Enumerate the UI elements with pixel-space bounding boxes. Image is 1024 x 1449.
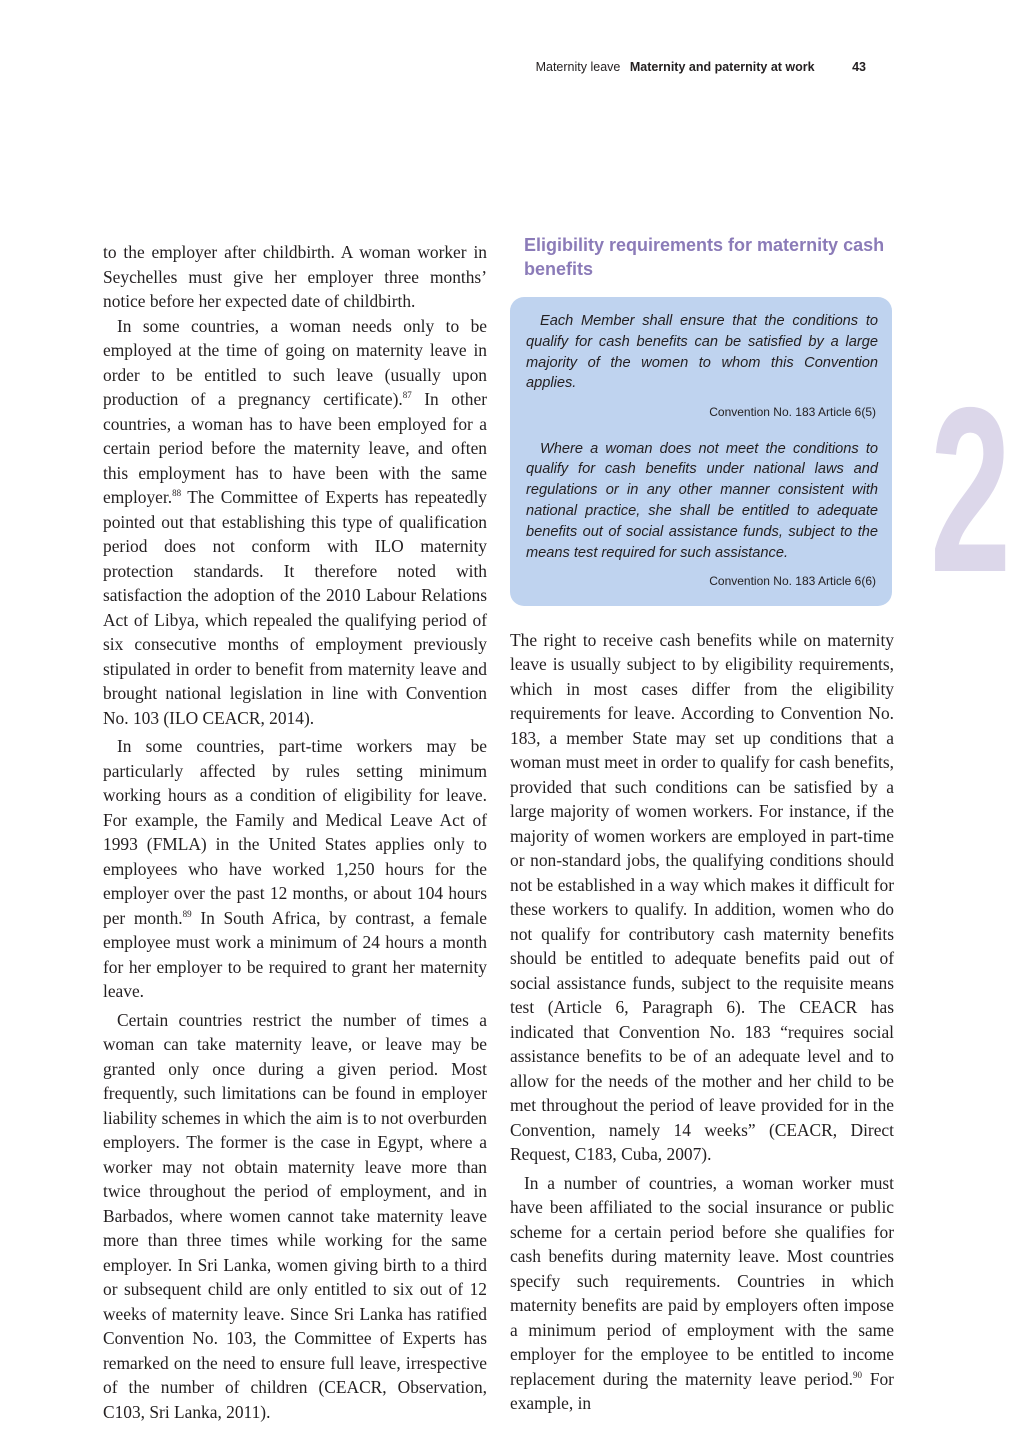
header-section-title: Maternity leave <box>535 60 621 74</box>
footnote-ref: 89 <box>182 908 192 919</box>
quote-source: Convention No. 183 Article 6(6) <box>709 574 876 589</box>
running-header <box>0 60 866 74</box>
left-column <box>103 240 487 1424</box>
paragraph: In some countries, part-time workers may be particularly affected by rules setting minimum working hours as a condition of eligibility for leave. For example, the Family and Medical Leave Act of 1993 (FMLA) in the United States applies only to employees who have worked 1,250 hours for the employer over the past 12 months, or about 104 hours per month.$^{89}$ In South Africa, by contrast, a female employee must work a minimum of 24 hours a month for her employer to be required to grant her maternity leave. <box>103 736 487 1001</box>
right-column <box>510 233 894 1416</box>
page-number: 43 <box>852 60 866 74</box>
quote-source: Convention No. 183 Article 6(5) <box>709 405 876 420</box>
chapter-number: 2 <box>930 358 1012 621</box>
header-chapter-title: Maternity and paternity at work <box>629 60 815 74</box>
footnote-ref: 90 <box>852 1370 862 1381</box>
quote-text: Where a woman does not meet the conditions to qualify for cash benefits under national laws and regulations or in any other manner consistent with national practice, she shall be entitled to adequate benefits out of social assistance funds, subject to the means test required for such assistance. <box>526 440 878 561</box>
paragraph: Certain countries restrict the number of times a woman can take maternity leave, or leave may be granted only once during a given period. Most frequently, such limitations can be found in employer liability schemes in which the aim is to not overburden employers. The former is the case in Egypt, where a worker may not obtain maternity leave more than twice throughout the period of employment, and in Barbados, where women cannot take maternity leave more than three times while working for the same employer. In Sri Lanka, women giving birth to a third or subsequent child are only entitled to six out of 12 weeks of maternity leave. Since Sri Lanka has ratified Convention No. 103, the Committee of Experts has remarked on the need to ensure full leave, irrespective of the number of children (CEACR, Observation, C103, Sri Lanka, 2011). <box>103 1009 487 1422</box>
box-title: Eligibility requirements for maternity cash benefits <box>524 235 885 279</box>
paragraph: In some countries, a woman needs only to be employed at the time of going on maternity leave in order to be entitled to such leave (usually upon production of a pregnancy certificate).$^{87}$ In other countries, a woman has to have been employed for a certain period before the maternity leave, and often this employment has to have been with the same employer.$^{88}$ The Committee of Experts has repeatedly pointed out that establishing this type of qualification period does not conform with ILO maternity protection standards. It therefore noted with satisfaction the adoption of the 2010 Labour Relations Act of Libya, which repealed the qualifying period of six consecutive months of employment previously stipulated in order to benefit from maternity leave and brought national legislation in line with Convention No. 103 (ILO CEACR, 2014). <box>103 315 487 728</box>
paragraph: The right to receive cash benefits while on maternity leave is usually subject to by eligibility requirements, which in most cases differ from the eligibility requirements for leave. According to Convention No. 183, a member State may set up conditions that a woman must meet in order to qualify for cash benefits, provided that such conditions can be satisfied by a large majority of women workers. For instance, if the majority of women workers are employed in part-time or non-standard jobs, the qualifying conditions should not be established in a way which makes it difficult for these workers to qualify. In addition, women who do not qualify for contributory cash maternity benefits should be entitled to adequate benefits paid out of social assistance funds, subject to the requisite means test (Article 6, Paragraph 6). The CEACR has indicated that Convention No. 183 “requires social assistance benefits to be of an adequate level and to allow for the needs of the mother and her child to be met throughout the period of leave provided for in the Convention, namely 14 weeks” (CEACR, Direct Request, C183, Cuba, 2007). <box>510 629 894 1165</box>
quote-text: Each Member shall ensure that the conditions to qualify for cash benefits can be satisfied by a large majority of the women to whom this Convention applies. <box>526 313 878 392</box>
paragraph: to the employer after childbirth. A woman worker in Seychelles must give her employer three months’ notice before her expected date of childbirth. <box>103 242 487 311</box>
footnote-ref: 88 <box>172 488 182 499</box>
convention-quote-box <box>510 297 892 606</box>
paragraph: In a number of countries, a woman worker must have been affiliated to the social insurance or public scheme for a certain period before she qualifies for cash benefits during maternity leave. Most countries specify such requirements. Countries in which maternity benefits are paid by employers often impose a minimum period of employment with the same employer for the employee to be entitled to income replacement during the maternity leave period.$^{90}$ For example, in <box>510 1172 894 1414</box>
footnote-ref: 87 <box>402 390 412 401</box>
